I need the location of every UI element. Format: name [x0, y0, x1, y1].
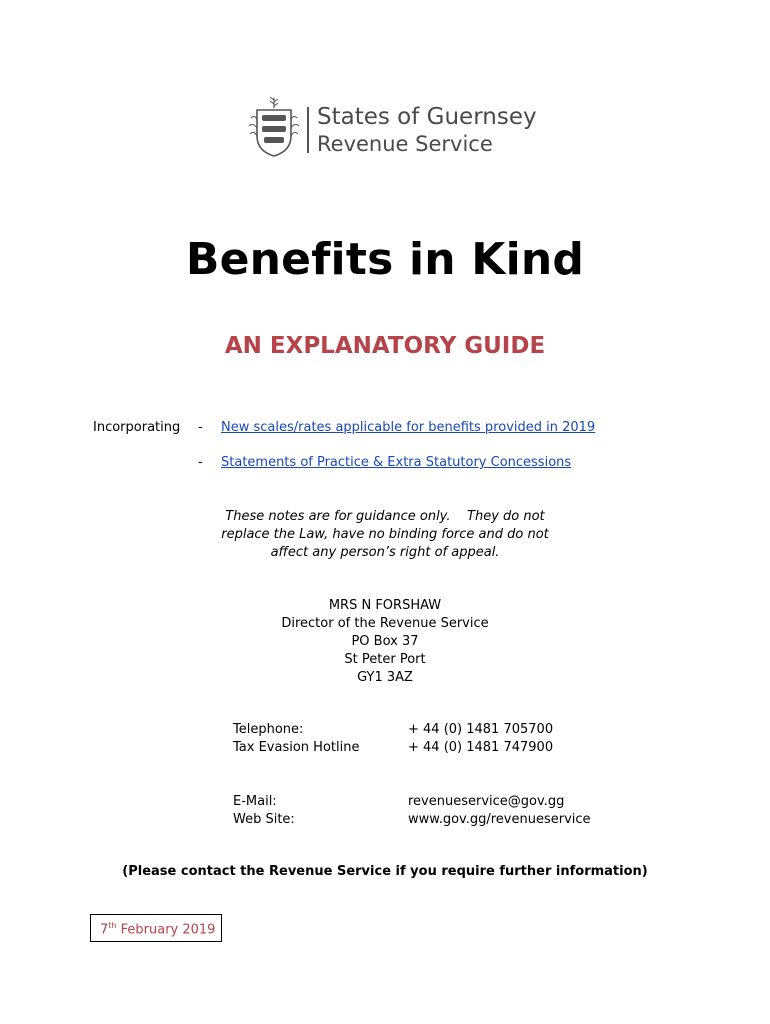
date-month-year: February 2019 — [116, 922, 216, 938]
bullet-dash: - — [198, 455, 203, 470]
guidance-note-line: replace the Law, have no binding force and do not — [221, 527, 549, 542]
incorporating-label: Incorporating — [93, 420, 181, 435]
guidance-note — [0, 508, 770, 562]
hotline-value: + 44 (0) 1481 747900 — [408, 740, 554, 755]
publication-date — [100, 921, 215, 937]
date-suffix: th — [108, 921, 117, 930]
telephone-value: + 44 (0) 1481 705700 — [408, 722, 554, 737]
email-value[interactable]: revenueservice@gov.gg — [408, 794, 565, 809]
contact-note: (Please contact the Revenue Service if you require further information) — [122, 864, 648, 879]
date-box — [90, 914, 222, 942]
org-department: Revenue Service — [317, 132, 493, 156]
guidance-note-line: These notes are for guidance only. They do not — [225, 509, 545, 524]
link-statements-of-practice[interactable]: Statements of Practice & Extra Statutory Concessions — [221, 455, 572, 470]
document-subtitle: AN EXPLANATORY GUIDE — [224, 333, 546, 359]
website-label: Web Site: — [233, 812, 295, 827]
org-name: States of Guernsey — [317, 104, 537, 130]
guidance-note-line: affect any person’s right of appeal. — [270, 545, 500, 560]
date-day: 7 — [100, 922, 109, 938]
link-new-scales-rates[interactable]: New scales/rates applicable for benefits provided in 2019 — [221, 420, 596, 435]
address-line: Director of the Revenue Service — [281, 616, 489, 631]
address-line: St Peter Port — [344, 652, 426, 667]
website-value[interactable]: www.gov.gg/revenueservice — [408, 812, 591, 827]
revenue-service-logo — [247, 96, 547, 160]
bullet-dash: - — [198, 420, 203, 435]
address-line: PO Box 37 — [351, 634, 419, 649]
document-title: Benefits in Kind — [185, 234, 585, 285]
hotline-label: Tax Evasion Hotline — [233, 740, 360, 755]
telephone-label: Telephone: — [233, 722, 304, 737]
guernsey-crest-icon — [247, 96, 301, 158]
postal-address — [0, 597, 770, 687]
address-line: GY1 3AZ — [357, 670, 413, 685]
address-line: MRS N FORSHAW — [328, 598, 442, 613]
logo-divider — [307, 107, 309, 153]
email-label: E-Mail: — [233, 794, 277, 809]
